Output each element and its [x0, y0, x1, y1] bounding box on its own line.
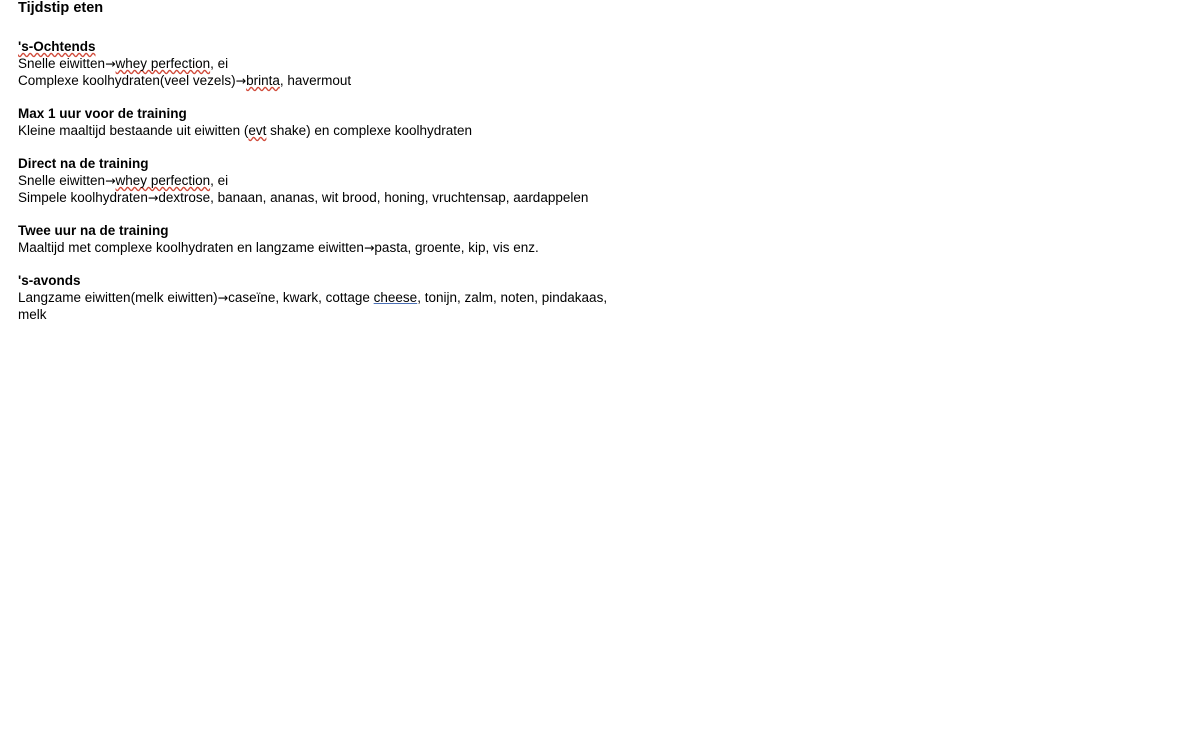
text-run: caseïne, kwark, cottage	[228, 290, 374, 305]
section-line	[18, 306, 1182, 323]
text-run: Langzame eiwitten(melk eiwitten)	[18, 290, 218, 305]
document-body	[18, 38, 1182, 323]
section-heading	[18, 38, 1182, 55]
text-run: , havermout	[279, 73, 352, 88]
page-title: Tijdstip eten	[18, 0, 104, 16]
section-line	[18, 189, 1182, 206]
arrow-icon: →	[147, 190, 159, 205]
section-line	[18, 289, 1182, 306]
section-heading	[18, 105, 1182, 122]
section-line	[18, 239, 1182, 256]
text-run: Simpele koolhydraten	[18, 190, 148, 205]
section-line	[18, 72, 1182, 89]
arrow-icon: →	[105, 173, 116, 188]
section-heading	[18, 272, 1182, 289]
section-heading	[18, 222, 1182, 239]
arrow-icon: →	[235, 73, 247, 88]
text-run: Snelle eiwitten	[18, 173, 106, 188]
section-heading-text: 's-Ochtends	[18, 39, 96, 54]
arrow-icon: →	[105, 56, 116, 71]
text-run: melk	[18, 307, 47, 322]
document-section	[18, 105, 1182, 139]
section-line	[18, 55, 1182, 72]
text-run: , ei	[210, 173, 229, 188]
document-section	[18, 38, 1182, 89]
section-heading-text: Max 1 uur voor de training	[18, 106, 187, 121]
arrow-icon: →	[217, 290, 229, 305]
text-run: shake) en complexe koolhydraten	[266, 123, 473, 138]
title-spacer	[18, 17, 1182, 38]
text-run: Complexe koolhydraten(veel vezels)	[18, 73, 236, 88]
section-line	[18, 122, 1182, 139]
text-run: dextrose, banaan, ananas, wit brood, honing, vruchtensap, aardappelen	[158, 190, 589, 205]
text-run: brinta	[246, 73, 280, 88]
document-section	[18, 155, 1182, 206]
text-run: Kleine maaltijd bestaande uit eiwitten (	[18, 123, 249, 138]
section-heading	[18, 155, 1182, 172]
section-line	[18, 172, 1182, 189]
section-heading-text: Twee uur na de training	[18, 223, 169, 238]
section-heading-text: 's-avonds	[18, 273, 81, 288]
text-run: , ei	[210, 56, 229, 71]
arrow-icon: →	[363, 240, 375, 255]
document-section	[18, 272, 1182, 323]
section-heading-text: Direct na de training	[18, 156, 149, 171]
document-section	[18, 222, 1182, 256]
text-run: pasta, groente, kip, vis enz.	[374, 240, 539, 255]
text-run: evt	[248, 123, 267, 138]
text-run: cheese	[373, 290, 418, 305]
text-run: Maaltijd met complexe koolhydraten en langzame eiwitten	[18, 240, 364, 255]
text-run: Snelle eiwitten	[18, 56, 106, 71]
text-run: whey perfection	[115, 173, 211, 188]
text-run: whey perfection	[115, 56, 211, 71]
text-run: , tonijn, zalm, noten, pindakaas,	[417, 290, 608, 305]
